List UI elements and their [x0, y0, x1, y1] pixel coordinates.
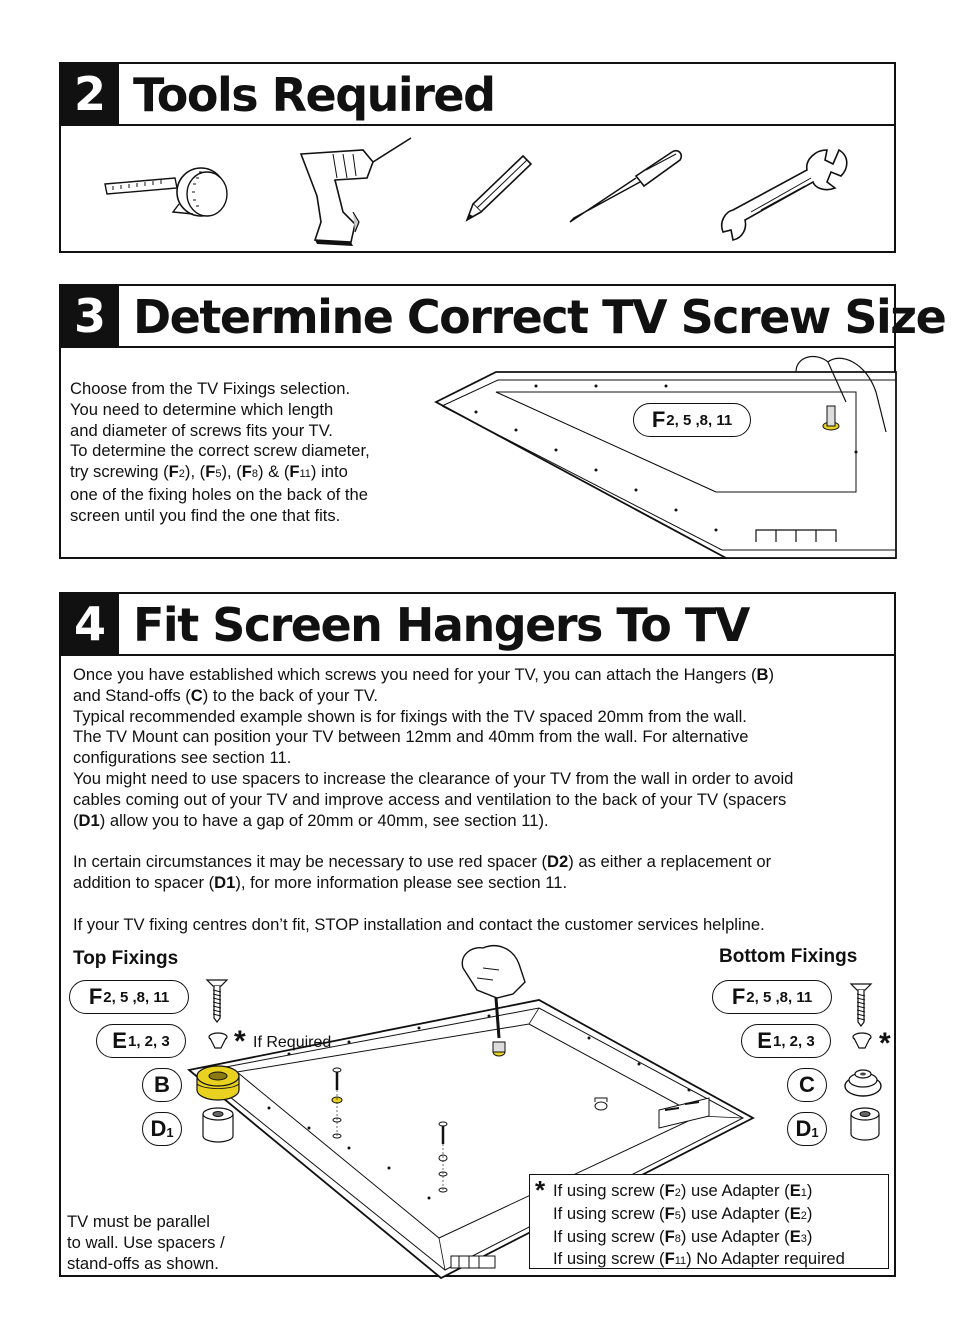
pencil-icon	[465, 152, 535, 222]
note-line: to wall. Use spacers /	[67, 1232, 225, 1252]
section-title: Determine Correct TV Screw Size	[133, 290, 946, 344]
text-line: one of the fixing holes on the back of the	[70, 484, 368, 504]
text-line: Typical recommended example shown is for fixings with the TV spaced 20mm from the wall.	[73, 706, 747, 726]
section-header	[61, 64, 894, 126]
screw-f-pill: F 2, 5 ,8, 11	[633, 403, 751, 437]
adapter-e-pill-bottom: E 1, 2, 3	[741, 1024, 831, 1058]
note-line: stand-offs as shown.	[67, 1253, 219, 1273]
screw-f-pill-top: F 2, 5 ,8, 11	[69, 980, 189, 1014]
section-header	[61, 594, 894, 656]
spacer-d1-label-bottom: $D_1$	[787, 1112, 827, 1146]
tape-measure-icon	[103, 164, 233, 224]
drill-icon	[293, 132, 413, 248]
text-line: Choose from the TV Fixings selection.	[70, 379, 351, 398]
text-line: addition to spacer (D1), for more information please see section 11.	[73, 872, 568, 892]
section-title: Tools Required	[133, 68, 495, 122]
screwdriver-icon	[566, 146, 686, 226]
parallel-note	[67, 1212, 257, 1274]
text-line: You need to determine which length	[70, 399, 334, 419]
if-required-label: If Required	[253, 1034, 332, 1051]
star-marker: *	[535, 1175, 546, 1205]
adapter-row: If using screw (F11) No Adapter required	[553, 1249, 845, 1269]
section-number: 2	[61, 64, 119, 124]
star-marker: *	[234, 1025, 246, 1058]
note-line: TV must be parallel	[67, 1212, 210, 1231]
section-tools-required	[59, 62, 896, 253]
screw-icon	[205, 976, 229, 1022]
adapter-row: If using screw (F5) use Adapter (E2)	[553, 1203, 813, 1223]
adapter-row: If using screw (F2) use Adapter (E1)	[553, 1181, 813, 1200]
text-line: To determine the correct screw diameter,	[70, 441, 370, 461]
standoff-c-label: C	[787, 1068, 827, 1102]
adapter-e-pill-top: E 1, 2, 3	[96, 1024, 186, 1058]
adapter-icon	[851, 1032, 873, 1052]
screw-f-pill-bottom: F 2, 5 ,8, 11	[712, 980, 832, 1014]
text-line: Once you have established which screws you need for your TV, you can attach the Hangers (B)	[73, 665, 775, 684]
adapter-icon	[207, 1032, 229, 1052]
top-fixings-label: Top Fixings	[73, 948, 179, 969]
hanger-b-label: B	[142, 1068, 182, 1102]
spacer-d1-label-top: $D_1$	[142, 1112, 182, 1146]
hangers-instructions	[73, 665, 893, 935]
spacer-icon	[201, 1106, 235, 1144]
section-title: Fit Screen Hangers To TV	[133, 598, 749, 652]
screw-size-instructions	[70, 379, 420, 527]
section-number: 4	[61, 594, 119, 654]
text-line: If your TV fixing centres don’t fit, STOP installation and contact the customer services helpline.	[73, 914, 765, 934]
text-line: try screwing (F2), (F5), (F8) & (F11) into	[70, 462, 348, 482]
bottom-fixings-label: Bottom Fixings	[719, 946, 858, 967]
star-marker: *	[879, 1027, 891, 1060]
text-line: and Stand-offs (C) to the back of your TV.	[73, 685, 379, 705]
section-fit-hangers	[59, 592, 896, 1277]
hanger-icon	[195, 1064, 241, 1102]
adapter-rows	[553, 1181, 845, 1272]
section-number: 3	[61, 286, 119, 346]
spanner-icon	[721, 146, 851, 242]
section-screw-size	[59, 284, 946, 559]
text-line: In certain circumstances it may be necessary to use red spacer (D2) as either a replacement or	[73, 852, 772, 872]
hand-screwdriver-icon	[453, 938, 543, 1068]
text-line: configurations see section 11.	[73, 748, 292, 768]
adapter-table	[529, 1174, 889, 1269]
text-line: The TV Mount can position your TV between 12mm and 40mm from the wall. For alternative	[73, 727, 749, 747]
spacer-icon	[849, 1106, 881, 1142]
text-line: screen until you find the one that fits.	[70, 505, 341, 525]
text-line: (D1) allow you to have a gap of 20mm or 40mm, see section 11).	[73, 810, 549, 830]
tv-back-illustration	[436, 352, 896, 560]
section-header	[61, 286, 946, 348]
text-line: and diameter of screws fits your TV.	[70, 420, 333, 440]
text-line: cables coming out of your TV and improve access and ventilation to the back of your TV (spacers	[73, 789, 787, 809]
adapter-row: If using screw (F8) use Adapter (E3)	[553, 1226, 813, 1246]
screw-icon	[849, 980, 873, 1026]
text-line: You might need to use spacers to increase the clearance of your TV from the wall in order to avoid	[73, 768, 794, 788]
standoff-icon	[843, 1064, 883, 1098]
